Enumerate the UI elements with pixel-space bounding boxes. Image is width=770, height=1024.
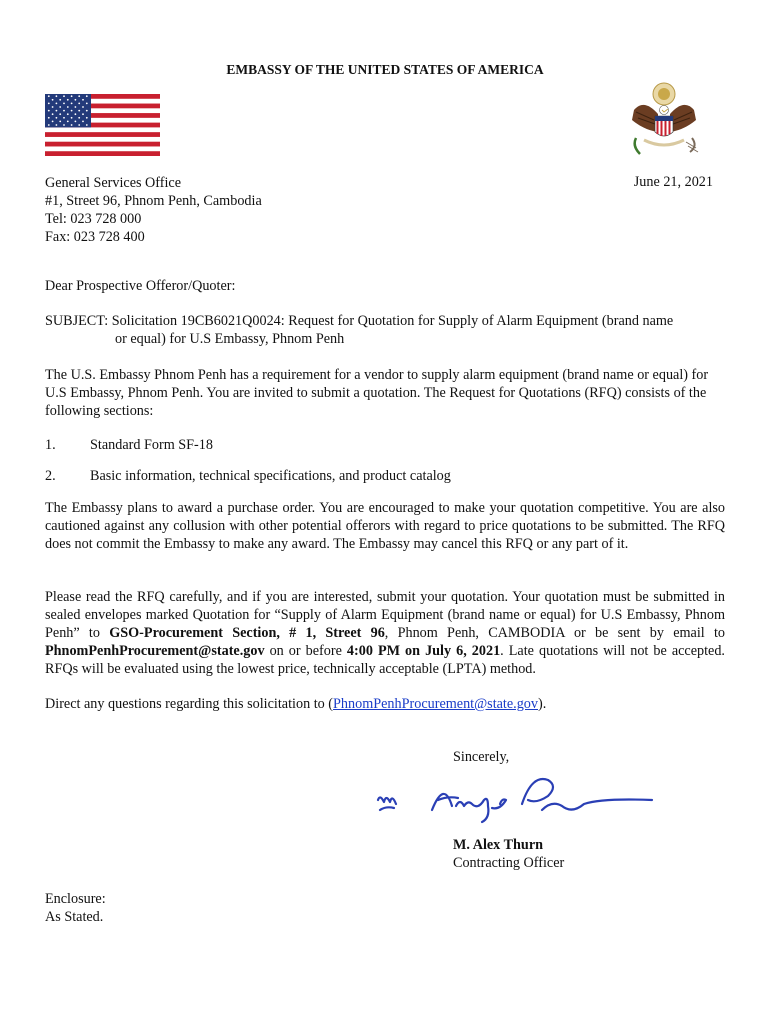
flag-star <box>71 110 73 112</box>
flag-star <box>75 121 77 123</box>
sender-fax: Fax: 023 728 400 <box>45 229 145 245</box>
flag-star <box>48 110 50 112</box>
flag-star <box>86 124 88 126</box>
letter-date: June 21, 2021 <box>633 174 713 190</box>
flag-star <box>63 95 65 97</box>
sender-office: General Services Office <box>45 175 182 191</box>
flag-star <box>52 113 54 115</box>
intro-paragraph: The U.S. Embassy Phnom Penh has a requirement for a vendor to supply alarm equipment (brand name or equal) for U.S Embassy, Phnom Penh. You are invited to submit a quotation. The Request for Quotations (RFQ) consists of the following sections: <box>45 367 709 419</box>
flag-star <box>82 99 84 101</box>
handwritten-signature-icon <box>372 770 657 826</box>
questions-text: ). <box>538 696 547 712</box>
flag-star <box>75 106 77 108</box>
flag-star <box>71 124 73 126</box>
subject-line-2: or equal) for U.S Embassy, Phnom Penh <box>115 331 345 347</box>
signatory-name: M. Alex Thurn <box>453 837 544 853</box>
closing: Sincerely, <box>453 749 510 765</box>
flag-star <box>59 99 61 101</box>
flag-star <box>59 106 61 108</box>
enclosure-block <box>45 890 106 926</box>
flag-star <box>59 113 61 115</box>
flag-star <box>78 117 80 119</box>
salutation: Dear Prospective Offeror/Quoter: <box>45 278 236 294</box>
award-paragraph: The Embassy plans to award a purchase order. You are encouraged to make your quotation competitive. You are also cautioned against any collusion with other potential offerors with regard to price quotations to be submitted. The RFQ does not commit the Embassy to make any award. The Embassy may cancel this RFQ or any part of it. <box>45 500 725 552</box>
list-item <box>45 437 213 454</box>
flag-star <box>52 121 54 123</box>
sender-tel: Tel: 023 728 000 <box>45 211 142 227</box>
flag-star <box>86 103 88 105</box>
flag-star <box>78 103 80 105</box>
flag-star <box>71 117 73 119</box>
flag-star <box>78 110 80 112</box>
enclosure-label: Enclosure: <box>45 891 106 907</box>
deadline: 4:00 PM on July 6, 2021 <box>346 643 501 659</box>
flag-star <box>56 110 58 112</box>
flag-star <box>63 103 65 105</box>
flag-star <box>75 113 77 115</box>
sender-address-block <box>45 174 262 246</box>
flag-star <box>48 103 50 105</box>
flag-star <box>78 124 80 126</box>
instructions-text: Please read the RFQ carefully, and if you are interested, submit your quotation. Your quotation must be submitted in sealed envelopes marked Quotation for “Supply of Alarm Equipment (brand name or equal) for U.S Embassy, Phnom Penh” to <box>45 589 725 641</box>
sender-address: #1, Street 96, Phnom Penh, Cambodia <box>45 193 262 209</box>
flag-star <box>63 124 65 126</box>
questions-paragraph <box>45 695 725 713</box>
us-flag-icon <box>45 94 160 156</box>
flag-star <box>56 117 58 119</box>
instructions-text: on or before <box>264 643 347 659</box>
flag-star <box>67 99 69 101</box>
flag-star <box>67 121 69 123</box>
flag-star <box>82 121 84 123</box>
flag-star <box>48 95 50 97</box>
flag-star <box>59 121 61 123</box>
letterhead-title: EMBASSY OF THE UNITED STATES OF AMERICA <box>226 62 544 77</box>
flag-star <box>63 117 65 119</box>
list-item-number: 1. <box>45 437 56 453</box>
flag-star <box>67 106 69 108</box>
list-item <box>45 468 451 485</box>
flag-star <box>52 106 54 108</box>
instructions-text: . Late quotations will not be accepted. RFQs will be evaluated using the lowest price, technically acceptable (LPTA) method. <box>45 643 725 677</box>
flag-star <box>82 113 84 115</box>
flag-star <box>48 124 50 126</box>
procurement-email-bold: PhnomPenhProcurement@state.gov <box>45 643 265 659</box>
flag-star <box>52 99 54 101</box>
list-item-text: Standard Form SF-18 <box>90 437 213 453</box>
flag-star <box>71 103 73 105</box>
delivery-address: GSO-Procurement Section, # 1, Street 96 <box>109 625 385 641</box>
flag-star <box>56 103 58 105</box>
flag-star <box>56 124 58 126</box>
instructions-paragraph <box>45 588 725 678</box>
flag-star <box>67 113 69 115</box>
flag-star <box>56 95 58 97</box>
instructions-text: , Phnom Penh, CAMBODIA or be sent by email to <box>384 625 725 641</box>
flag-star <box>78 95 80 97</box>
flag-star <box>86 117 88 119</box>
flag-star <box>86 95 88 97</box>
subject-line <box>45 312 725 348</box>
signatory-block <box>453 836 564 872</box>
flag-star <box>48 117 50 119</box>
subject-line-1: SUBJECT: Solicitation 19CB6021Q0024: Request for Quotation for Supply of Alarm Equipment (brand name <box>45 313 674 329</box>
questions-text: Direct any questions regarding this solicitation to ( <box>45 696 334 712</box>
great-seal-icon <box>624 80 704 162</box>
enclosure-value: As Stated. <box>45 909 104 925</box>
flag-star <box>71 95 73 97</box>
flag-star <box>86 110 88 112</box>
procurement-email-link[interactable]: PhnomPenhProcurement@state.gov <box>333 696 538 712</box>
list-item-number: 2. <box>45 468 56 484</box>
signatory-title: Contracting Officer <box>453 855 565 871</box>
flag-star <box>82 106 84 108</box>
list-item-text: Basic information, technical specifications, and product catalog <box>90 468 451 484</box>
flag-star <box>75 99 77 101</box>
flag-star <box>63 110 65 112</box>
